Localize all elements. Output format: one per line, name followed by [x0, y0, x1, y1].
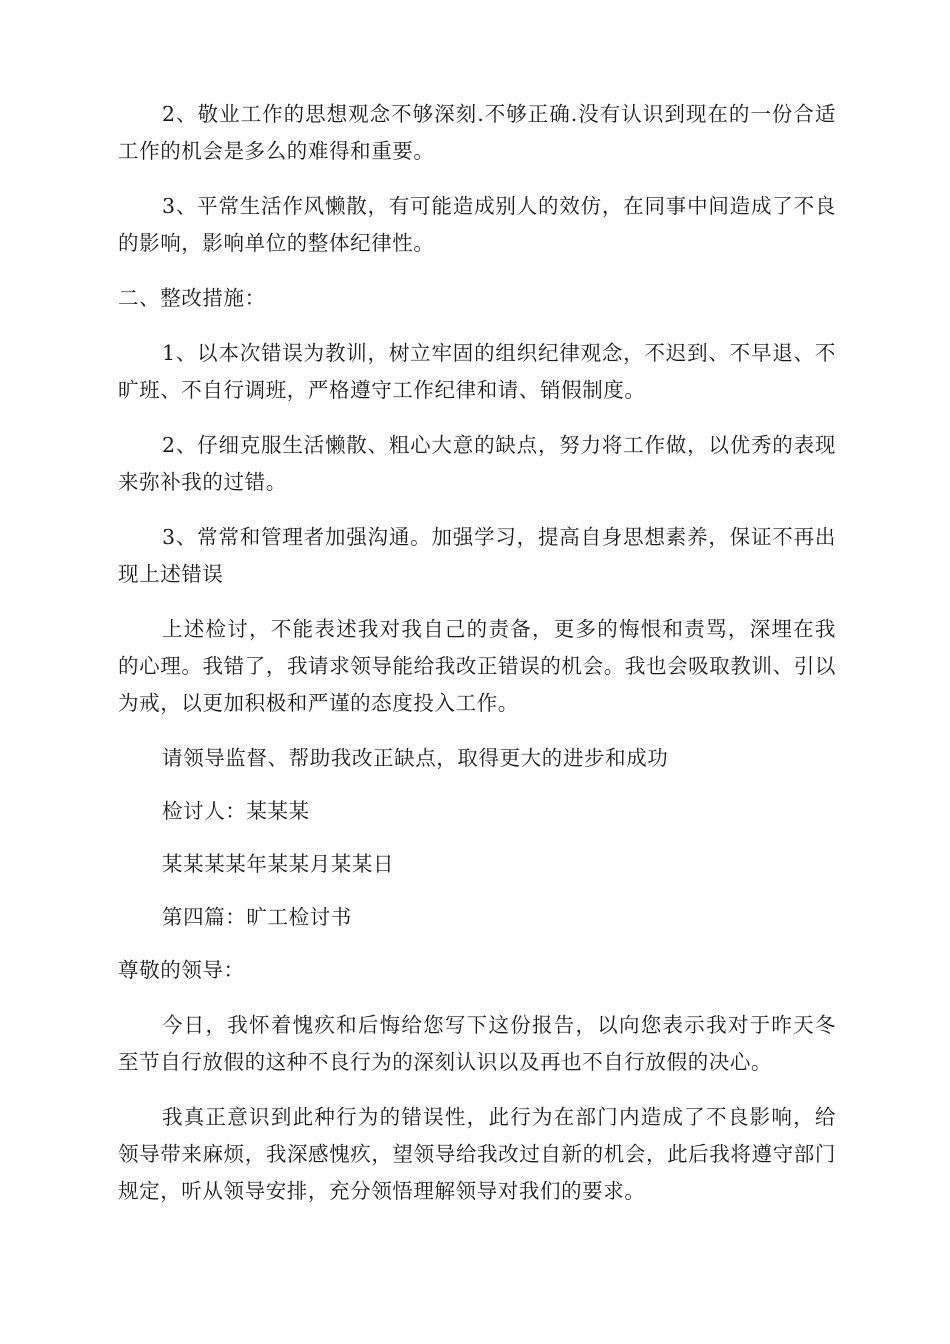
paragraph-shortcoming-2: 2、敬业工作的思想观念不够深刻.不够正确.没有认识到现在的一份合适工作的机会是多么的难得和重要。 — [118, 102, 836, 163]
paragraph-realization: 我真正意识到此种行为的错误性，此行为在部门内造成了不良影响，给领导带来麻烦，我深感愧疚，望领导给我改过自新的机会，此后我将遵守部门规定，听从领导安排，充分领悟理解领导对我们的要求。 — [118, 1105, 836, 1203]
paragraph-measure-2: 2、仔细克服生活懒散、粗心大意的缺点，努力将工作做，以优秀的表现来弥补我的过错。 — [118, 433, 836, 494]
paragraph-shortcoming-3: 3、平常生活作风懒散，有可能造成别人的效仿，在同事中间造成了不良的影响，影响单位的整体纪律性。 — [118, 194, 836, 255]
chapter-title: 第四篇：旷工检讨书 — [162, 905, 352, 929]
signature-name: 检讨人：某某某 — [162, 799, 310, 823]
paragraph-conclusion: 上述检讨，不能表述我对我自己的责备，更多的悔恨和责骂，深埋在我的心理。我错了，我请求领导能给我改正错误的机会。我也会吸取教训、引以为戒，以更加积极和严谨的态度投入工作。 — [118, 617, 836, 715]
paragraph-intro: 今日，我怀着愧疚和后悔给您写下这份报告，以向您表示我对于昨天冬至节自行放假的这种不良行为的深刻认识以及再也不自行放假的决心。 — [118, 1013, 836, 1074]
paragraph-measure-3: 3、常常和管理者加强沟通。加强学习，提高自身思想素养，保证不再出现上述错误 — [118, 525, 836, 586]
paragraph-request: 请领导监督、帮助我改正缺点，取得更大的进步和成功 — [162, 746, 669, 770]
paragraph-measure-1: 1、以本次错误为教训，树立牢固的组织纪律观念，不迟到、不早退、不旷班、不自行调班，严格遵守工作纪律和请、销假制度。 — [118, 341, 836, 402]
salutation: 尊敬的领导： — [118, 958, 245, 982]
signature-date: 某某某某年某某月某某日 — [162, 852, 395, 876]
document-page — [118, 96, 836, 1228]
section-heading-measures: 二、整改措施： — [118, 286, 266, 310]
